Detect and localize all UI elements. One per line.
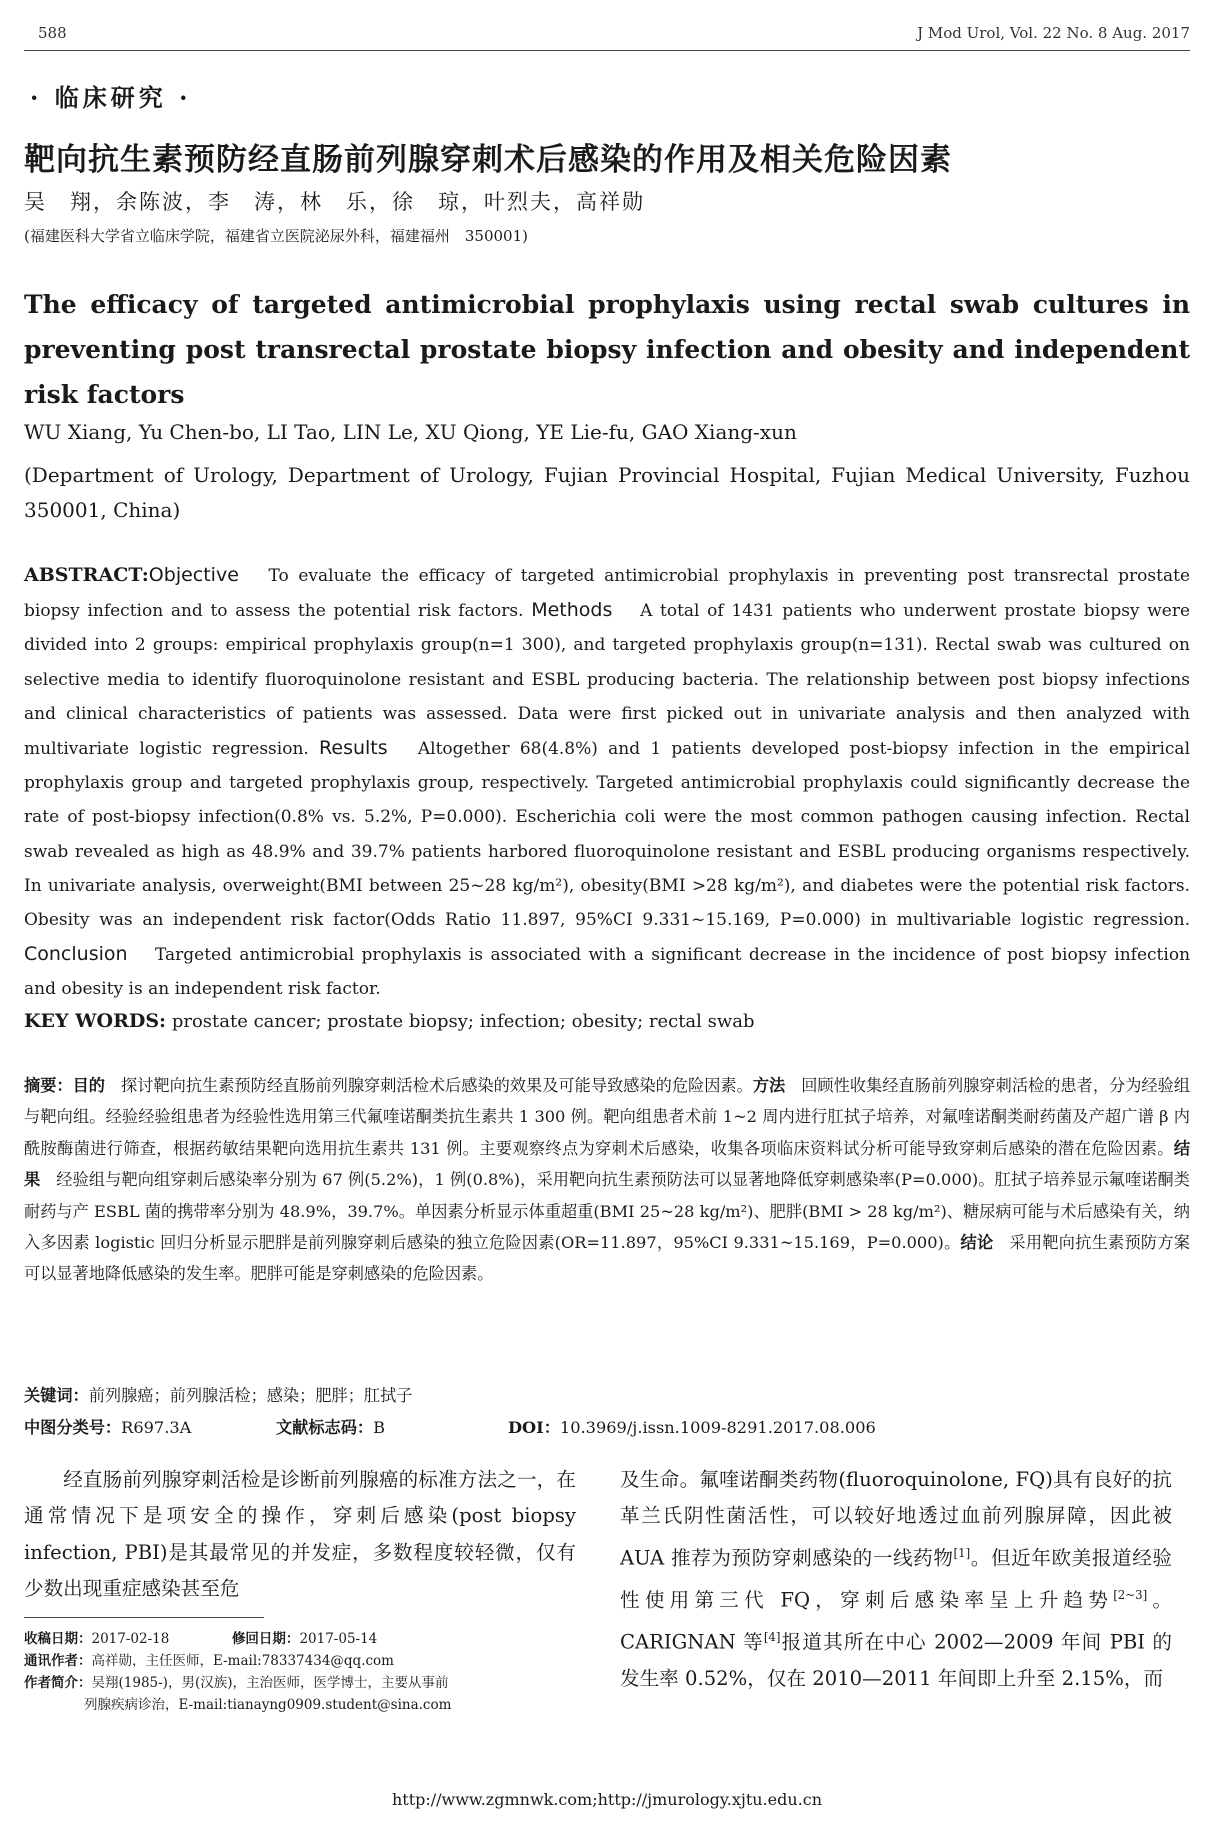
abstract-label: ABSTRACT: (24, 564, 149, 586)
author-bio-row-2 (24, 1694, 576, 1716)
author-bio-row (24, 1672, 576, 1694)
reference-2-3[interactable]: [2~3] (1113, 1587, 1148, 1602)
author-bio-text-2: 列腺疾病诊治，E-mail:tianayng0909.student@sina.com (84, 1697, 452, 1713)
english-title: The efficacy of targeted antimicrobial prophylaxis using rectal swab cultures in preventing post transrectal prostate biopsy infection and obesity and independent risk factors (24, 290, 1190, 409)
author-bio-text-1: 吴翔(1985-)，男(汉族)，主治医师，医学博士，主要从事前 (91, 1675, 449, 1691)
revised-label: 修回日期： (231, 1631, 300, 1647)
cn-keywords-label: 关键词： (24, 1386, 89, 1405)
english-abstract (24, 558, 1190, 1007)
author-bio-label: 作者简介： (24, 1675, 92, 1691)
classification-line (24, 1414, 1190, 1438)
english-keywords (24, 1010, 1190, 1032)
doc-label: 文献标志码： (276, 1418, 374, 1437)
keywords-text: prostate cancer; prostate biopsy; infection; obesity; rectal swab (171, 1011, 755, 1032)
results-text: Altogether 68(4.8%) and 1 patients developed post-biopsy infection in the empirical prophylaxis group and targeted prophylaxis group, respectively. Targeted antimicrobial prophylaxis could significantly decrease the rate of post-biopsy infection(0.8% vs. 5.2%, P=0.000). Escherichia coli were the most common pathogen causing infection. Rectal swab revealed as high as 48.9% and 39.7% patients harbored fluoroquinolone resistant and ESBL producing organisms respectively. In univariate analysis, overweight(BMI between 25~28 kg/m²), obesity(BMI >28 kg/m²), and diabetes were the potential risk factors. Obesity was an independent risk factor(Odds Ratio 11.897, 95%CI 9.331~15.169, P=0.000) in multivariable logistic regression. (24, 739, 1190, 931)
revised-date: 2017-05-14 (299, 1631, 378, 1647)
chinese-keywords (24, 1382, 413, 1406)
methods-text: A total of 1431 patients who underwent prostate biopsy were divided into 2 groups: empirical prophylaxis group(n=1 300), and targeted prophylaxis group(n=131). Rectal swab was cultured on selective media to identify fluoroquinolone resistant and ESBL producing bacteria. The relationship between post biopsy infections and clinical characteristics of patients was assessed. Data were first picked out in univariate analysis and then analyzed with multivariate logistic regression. (24, 601, 1191, 760)
conclusion-text: Targeted antimicrobial prophylaxis is associated with a significant decrease in the incidence of post biopsy infection and obesity is an independent risk factor. (24, 945, 1191, 1000)
footnote-rule (24, 1617, 264, 1618)
methods-label: Methods (531, 599, 613, 622)
doc-value: B (373, 1418, 386, 1437)
cn-conclusion-label: 结论 (960, 1233, 994, 1253)
objective-text: To evaluate the efficacy of targeted antimicrobial prophylaxis in preventing post transrectal prostate biopsy infection and to assess the potential risk factors. (24, 566, 1190, 622)
chinese-affiliation: (福建医科大学省立临床学院，福建省立医院泌尿外科，福建福州 350001) (24, 227, 528, 245)
chinese-title: 靶向抗生素预防经直肠前列腺穿刺术后感染的作用及相关危险因素 (24, 142, 952, 178)
results-label: Results (319, 737, 388, 760)
doi-label: DOI： (508, 1418, 560, 1437)
section-label: · 临床研究 · (30, 83, 192, 112)
running-header (24, 24, 1190, 46)
conclusion-label: Conclusion (24, 943, 128, 966)
page-footer-urls[interactable]: http://www.zgmnwk.com;http://jmurology.xjtu.edu.cn (391, 1790, 823, 1809)
intro-text-1: 及生命。氟喹诺酮类药物(fluoroquinolone, FQ)具有良好的抗革兰氏阴性菌活性，可以较好地透过血前列腺屏障，因此被 AUA 推荐为预防穿刺感染的一线药物 (620, 1468, 1172, 1570)
document-code (276, 1414, 385, 1438)
english-authors: WU Xiang, Yu Chen-bo, LI Tao, LIN Le, XU Qiong, YE Lie-fu, GAO Xiang-xun (24, 420, 797, 444)
keywords-label: KEY WORDS: (24, 1010, 167, 1032)
footnotes (24, 1628, 576, 1716)
chinese-abstract (24, 1070, 1190, 1290)
cn-objective-label: 目的 (72, 1076, 106, 1095)
cn-results-label: 结果 (24, 1138, 1190, 1190)
doi (508, 1414, 876, 1438)
intro-paragraph-continued (620, 1462, 1172, 1697)
reference-4[interactable]: [4] (763, 1629, 781, 1644)
cn-conclusion-text: 采用靶向抗生素预防方案可以显著地降低感染的发生率。肥胖可能是穿刺感染的危险因素。 (24, 1233, 1190, 1284)
chinese-authors: 吴 翔，余陈波，李 涛，林 乐，徐 琼，叶烈夫，高祥勋 (24, 190, 645, 214)
body-column-right (620, 1462, 1172, 1697)
received-label: 收稿日期： (24, 1631, 92, 1647)
clc-label: 中图分类号： (24, 1418, 122, 1437)
cn-methods-label: 方法 (752, 1076, 786, 1095)
intro-text-4: 报道其所在中心 2002—2009 年间 PBI 的发生率 0.52%，仅在 2010—2011 年间即上升至 2.15%，而 (620, 1630, 1172, 1690)
header-rule (24, 50, 1190, 51)
cn-objective-text: 探讨靶向抗生素预防经直肠前列腺穿刺活检术后感染的效果及可能导致感染的危险因素。 (121, 1076, 753, 1095)
body-column-left (24, 1462, 576, 1608)
journal-citation: J Mod Urol, Vol. 22 No. 8 Aug. 2017 (917, 24, 1190, 42)
corresponding-text: 高祥勋，主任医师，E-mail:78337434@qq.com (91, 1653, 394, 1669)
cn-results-text: 经验组与靶向组穿刺后感染率分别为 67 例(5.2%)，1 例(0.8%)，采用靶向抗生素预防法可以显著地降低穿刺感染率(P=0.000)。肛拭子培养显示氟喹诺酮类耐药与产 ESBL 菌的携带率分别为 48.9%，39.7%。单因素分析显示体重超重(BMI 25~28 kg/m²)、肥胖(BMI > 28 kg/m²)、糖尿病可能与术后感染有关，纳入多因素 logistic 回归分析显示肥胖是前列腺穿刺后感染的独立危险因素(OR=11.897，95%CI 9.331~15.169，P=0.000)。 (24, 1170, 1190, 1253)
clc-value: R697.3A (121, 1418, 192, 1437)
corresponding-label: 通讯作者： (24, 1653, 92, 1669)
cn-methods-text: 回顾性收集经直肠前列腺穿刺活检的患者，分为经验组与靶向组。经验经验组患者为经验性选用第三代氟喹诺酮类抗生素共 1 300 例。靶向组患者术前 1~2 周内进行肛拭子培养，对氟喹诺酮类耐药菌及产超广谱 β 内酰胺酶菌进行筛查，根据药敏结果靶向选用抗生素共 131 例。主要观察终点为穿刺术后感染，收集各项临床资料试分析可能导致穿刺后感染的潜在危险因素。 (24, 1076, 1191, 1158)
cn-abstract-label: 摘要： (24, 1076, 73, 1095)
intro-text-3: 。CARIGNAN 等 (620, 1588, 1172, 1654)
cn-keywords-text: 前列腺癌；前列腺活检；感染；肥胖；肛拭子 (88, 1386, 413, 1405)
english-affiliation: (Department of Urology, Department of Urology, Fujian Provincial Hospital, Fujian Medical University, Fuzhou 350001, China) (24, 463, 1190, 522)
reference-1[interactable]: [1] (953, 1545, 971, 1560)
doi-value: 10.3969/j.issn.1009-8291.2017.08.006 (559, 1418, 876, 1437)
page-number: 588 (38, 24, 67, 42)
clc-code (24, 1414, 191, 1438)
intro-text-2: 。但近年欧美报道经验性使用第三代 FQ，穿刺后感染率呈上升趋势 (620, 1546, 1172, 1612)
received-date: 2017-02-18 (91, 1631, 170, 1647)
intro-paragraph: 经直肠前列腺穿刺活检是诊断前列腺癌的标准方法之一，在通常情况下是项安全的操作，穿刺后感染(post biopsy infection, PBI)是其最常见的并发症，多数程度较轻微，仅有少数出现重症感染甚至危 (24, 1468, 576, 1601)
objective-label: Objective (148, 564, 239, 586)
corresponding-row (24, 1650, 576, 1672)
dates-row (24, 1628, 576, 1650)
